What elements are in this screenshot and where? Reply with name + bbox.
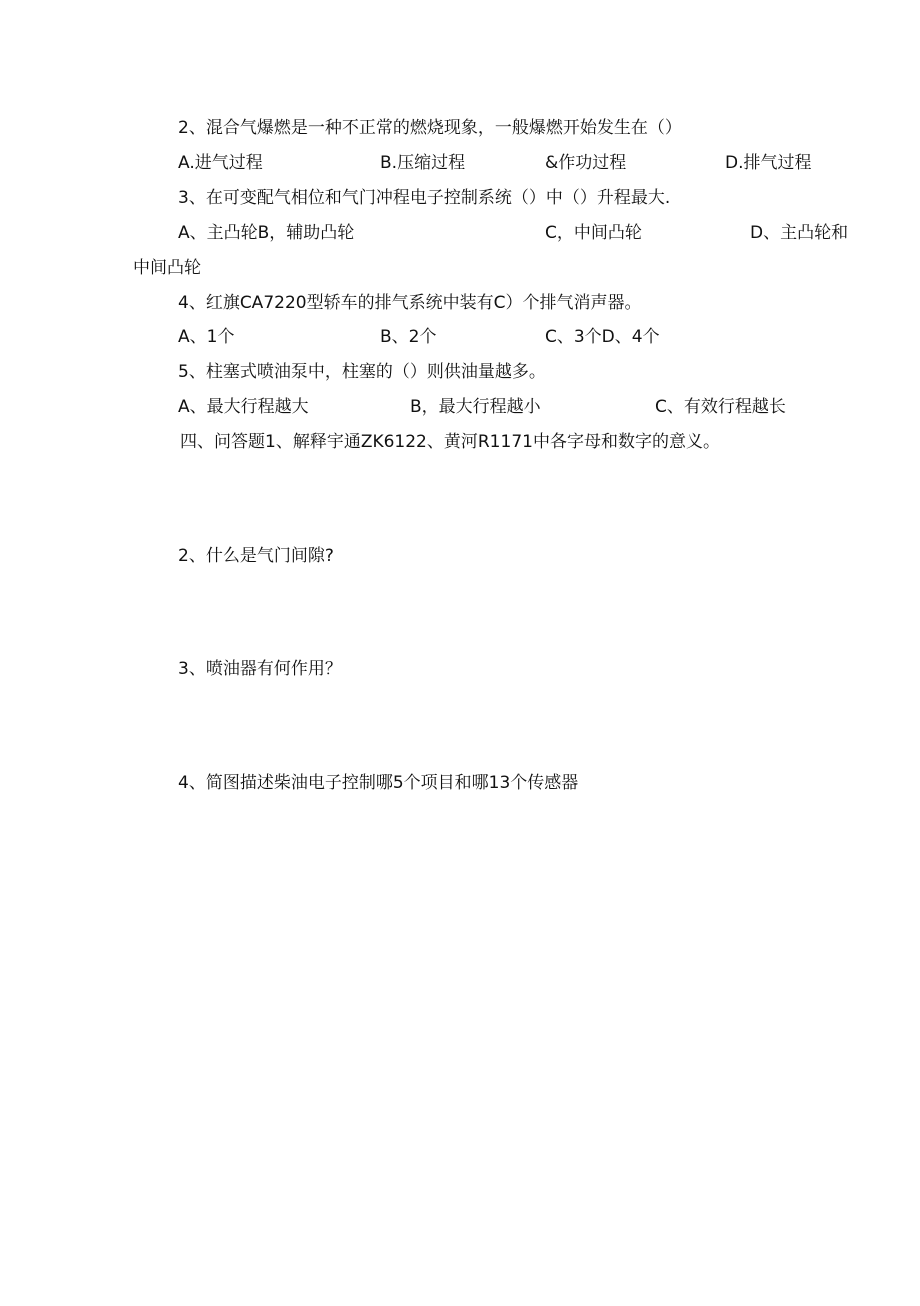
question-3-option-c: C，中间凸轮 xyxy=(545,223,642,243)
question-4-option-cd: C、3个D、4个 xyxy=(545,327,660,347)
question-2-option-d: D.排气过程 xyxy=(725,153,812,173)
question-5-text: 5、柱塞式喷油泵中，柱塞的（）则供油量越多。 xyxy=(178,362,546,382)
question-3-text: 3、在可变配气相位和气门冲程电子控制系统（）中（）升程最大. xyxy=(178,188,671,208)
question-3-option-ab: A、主凸轮B，辅助凸轮 xyxy=(178,223,355,243)
question-5-option-a: A、最大行程越大 xyxy=(178,397,309,417)
question-5-option-b: B，最大行程越小 xyxy=(410,397,541,417)
question-2-option-b: B.压缩过程 xyxy=(380,153,466,173)
section-4-question-2: 2、什么是气门间隙? xyxy=(178,546,334,566)
question-3-option-d: D、主凸轮和 xyxy=(750,223,849,243)
question-2-text: 2、混合气爆燃是一种不正常的燃烧现象，一般爆燃开始发生在（） xyxy=(178,118,682,138)
question-4-option-b: B、2个 xyxy=(380,327,437,347)
question-2-option-c: &作功过程 xyxy=(545,153,627,173)
section-4-heading-question-1: 四、问答题1、解释宇通ZK6122、黄河R1171中各字母和数字的意义。 xyxy=(180,432,720,452)
question-4-option-a: A、1个 xyxy=(178,327,235,347)
section-4-question-3: 3、喷油器有何作用？ xyxy=(178,659,342,679)
question-5-option-c: C、有效行程越长 xyxy=(655,397,786,417)
question-4-text: 4、红旗CA7220型轿车的排气系统中装有C）个排气消声器。 xyxy=(178,293,642,313)
section-4-question-4: 4、简图描述柴油电子控制哪5个项目和哪13个传感器 xyxy=(178,773,579,793)
question-2-option-a: A.进气过程 xyxy=(178,153,263,173)
question-3-option-d-continued: 中间凸轮 xyxy=(133,258,201,278)
